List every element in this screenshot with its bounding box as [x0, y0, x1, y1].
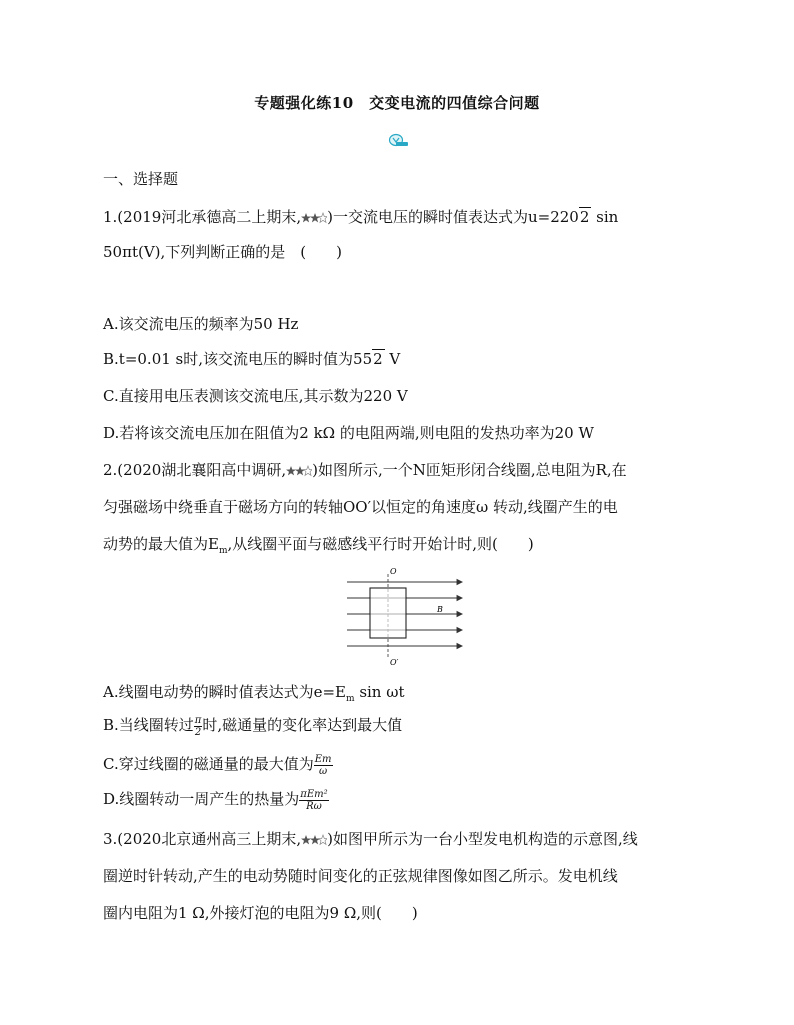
sqrt-2: 2 [579, 208, 590, 226]
q1-option-b: B.t=0.01 s时,该交流电压的瞬时值为552 V [103, 350, 401, 368]
q3-stem-line1: 3.(2020北京通州高三上期末, )如图甲所示为一台小型发电机构造的示意图,线 [103, 830, 638, 848]
difficulty-star-icon [286, 465, 312, 477]
q1-option-a: A.该交流电压的频率为50 Hz [103, 315, 299, 333]
axis-label-o-prime: O′ [390, 658, 399, 666]
page-title: 专题强化练10 交变电流的四值综合问题 [254, 94, 540, 112]
q2-stem-line2: 匀强磁场中绕垂直于磁场方向的转轴OO′以恒定的角速度ω 转动,线圈产生的电 [103, 498, 618, 516]
q2-option-c: C.穿过线圈的磁通量的最大值为 $\frac{Em}{\omega}$ [103, 753, 332, 777]
difficulty-star-icon [301, 212, 327, 224]
q2-stem-line1: 2.(2020湖北襄阳高中调研, )如图所示,一个N匝矩形闭合线圈,总电阻为R,在 [103, 461, 627, 479]
q2-option-d: D.线圈转动一周产生的热量为 $\frac{\text{πEm²}}{R\omega}$ [103, 788, 328, 812]
q2-option-b: B.当线圈转过 $\frac{\pi}{2}$ 时,磁通量的变化率达到最大值 [103, 714, 403, 738]
q2-option-a: A.线圈电动势的瞬时值表达式为$e=E_m$ sin ωt [103, 683, 405, 704]
q1-option-c: C.直接用电压表测该交流电压,其示数为220 V [103, 387, 408, 405]
field-label-b: B [437, 605, 443, 614]
fraction-heat: $\frac{\text{πEm²}}{R\omega}$ [300, 788, 328, 812]
video-badge-icon[interactable] [387, 133, 409, 147]
section-heading: 一、选择题 [103, 170, 179, 188]
q1-stem-line1: 1.(2019河北承德高二上期末, )一交流电压的瞬时值表达式为u=2202 sin [103, 208, 619, 226]
fraction-em-over-omega: $\frac{Em}{\omega}$ [314, 753, 332, 777]
q2-stem-line3: 动势的最大值为$E_m$,从线圈平面与磁感线平行时开始计时,则( ) [103, 535, 534, 556]
q1-option-d: D.若将该交流电压加在阻值为2 kΩ 的电阻两端,则电阻的发热功率为20 W [103, 424, 594, 442]
q1-stem-line2: 50πt(V),下列判断正确的是 ( ) [103, 243, 342, 261]
coil-in-field-figure [345, 566, 465, 666]
difficulty-star-icon [301, 834, 327, 846]
q3-stem-line3: 圈内电阻为1 Ω,外接灯泡的电阻为9 Ω,则( ) [103, 904, 418, 922]
axis-label-o: O [390, 567, 397, 576]
q3-stem-line2: 圈逆时针转动,产生的电动势随时间变化的正弦规律图像如图乙所示。发电机线 [103, 867, 618, 885]
fraction-pi-over-2: $\frac{\pi}{2}$ [194, 714, 202, 738]
